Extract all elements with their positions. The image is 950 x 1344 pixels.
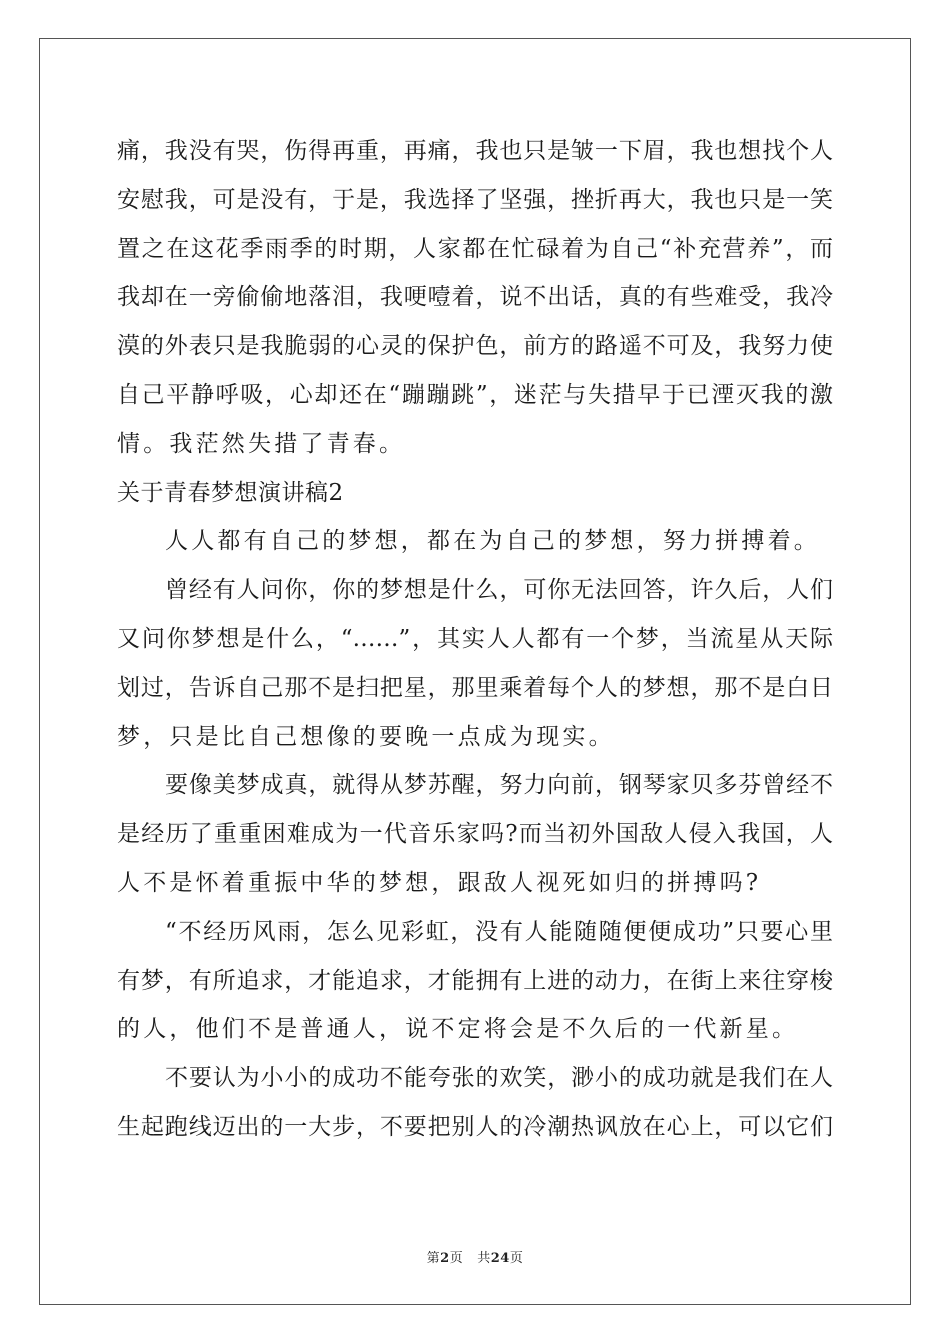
text-line: 划过，告诉自己那不是扫把星，那里乘着每个人的梦想，那不是白日 bbox=[117, 674, 833, 701]
text-line: 自己平静呼吸，心却还在“蹦蹦跳”，迷茫与失措早于已湮灭我的激 bbox=[117, 381, 833, 408]
text-line: 的人，他们不是普通人，说不定将会是不久后的一代新星。 bbox=[117, 1016, 799, 1043]
text-line: 安慰我，可是没有，于是，我选择了坚强，挫折再大，我也只是一笑 bbox=[117, 186, 833, 213]
text-line: 痛，我没有哭，伤得再重，再痛，我也只是皱一下眉，我也想找个人 bbox=[117, 138, 833, 164]
document-body bbox=[117, 127, 833, 1152]
text-line: 置之在这花季雨季的时期，人家都在忙碌着为自己“补充营养”，而 bbox=[117, 235, 833, 262]
section-heading: 关于青春梦想演讲稿2 bbox=[117, 479, 344, 506]
total-page-count: 24 bbox=[490, 1251, 510, 1266]
text-line: 漠的外表只是我脆弱的心灵的保护色，前方的路遥不可及，我努力使 bbox=[117, 333, 833, 360]
text-line: 人人都有自己的梦想，都在为自己的梦想，努力拼搏着。 bbox=[165, 528, 820, 555]
page-prefix: 第 bbox=[426, 1251, 441, 1266]
text-line: 梦，只是比自己想像的要晚一点成为现实。 bbox=[117, 723, 615, 750]
text-line: 要像美梦成真，就得从梦苏醒，努力向前，钢琴家贝多芬曾经不 bbox=[165, 772, 833, 799]
text-line: 生起跑线迈出的一大步，不要把别人的冷潮热讽放在心上，可以它们 bbox=[117, 1113, 833, 1140]
text-line: 是经历了重重困难成为一代音乐家吗?而当初外国敌人侵入我国，人 bbox=[117, 821, 833, 848]
text-line: 人不是怀着重振中华的梦想，跟敌人视死如归的拼搏吗? bbox=[117, 869, 762, 896]
page-suffix: 页 bbox=[449, 1251, 464, 1266]
text-line: 又问你梦想是什么，“……”，其实人人都有一个梦，当流星从天际 bbox=[117, 625, 833, 652]
total-suffix: 页 bbox=[509, 1251, 524, 1266]
text-line: “不经历风雨，怎么见彩虹，没有人能随随便便成功”只要心里 bbox=[165, 918, 833, 945]
text-line: 有梦，有所追求，才能追求，才能拥有上进的动力，在街上来往穿梭 bbox=[117, 967, 833, 994]
total-prefix: 共 bbox=[477, 1251, 491, 1266]
text-line: 情。我茫然失措了青春。 bbox=[117, 430, 406, 457]
text-line: 我却在一旁偷偷地落泪，我哽噎着，说不出话，真的有些难受，我冷 bbox=[117, 284, 833, 311]
text-line: 不要认为小小的成功不能夸张的欢笑，渺小的成功就是我们在人 bbox=[165, 1065, 833, 1092]
page-footer bbox=[0, 1247, 950, 1266]
current-page-number: 2 bbox=[440, 1251, 450, 1266]
text-line: 曾经有人问你，你的梦想是什么，可你无法回答，许久后，人们 bbox=[165, 577, 833, 604]
